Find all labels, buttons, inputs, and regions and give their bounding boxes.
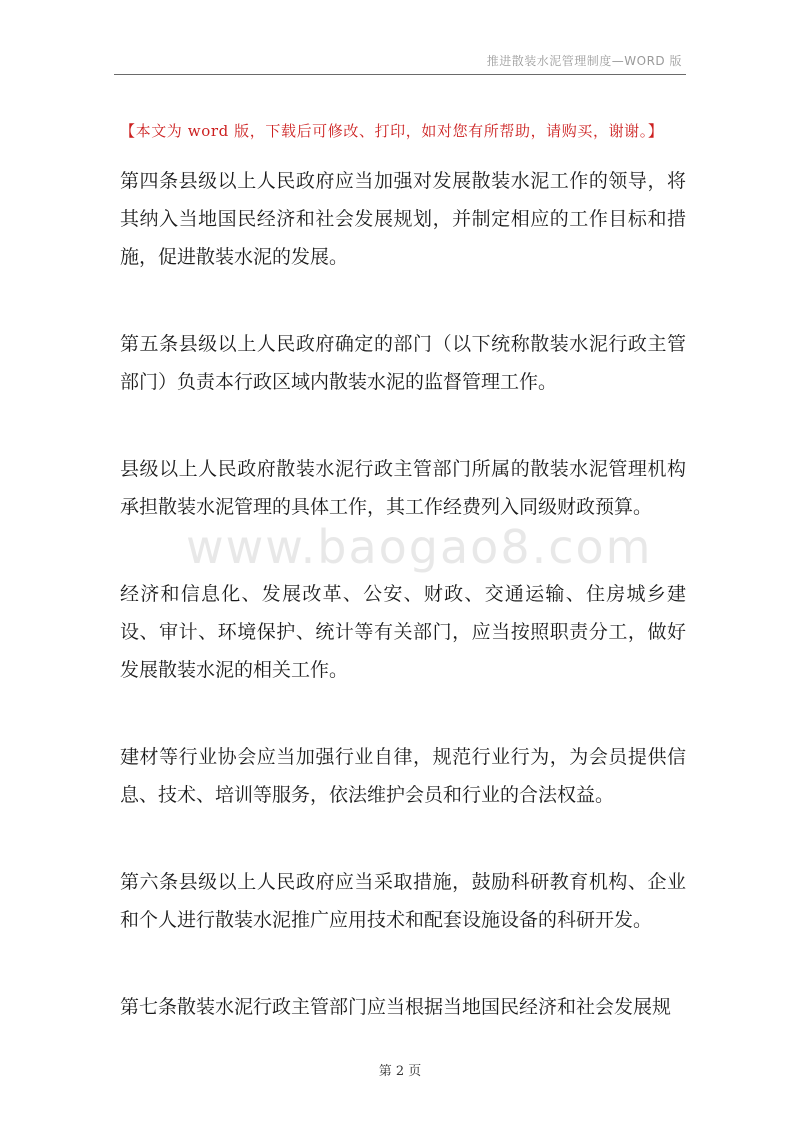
purchase-notice: 【本文为 word 版，下载后可修改、打印，如对您有所帮助，请购买，谢谢。】 bbox=[120, 122, 664, 140]
header-divider bbox=[114, 74, 686, 75]
watermark: www.baogao8.com bbox=[186, 520, 653, 574]
paragraph-management-agency: 县级以上人民政府散装水泥行政主管部门所属的散装水泥管理机构承担散装水泥管理的具体工作，其工作经费列入同级财政预算。 bbox=[120, 458, 686, 518]
document-body bbox=[120, 162, 686, 1075]
header-title: 推进散装水泥管理制度—WORD 版 bbox=[486, 54, 682, 68]
paragraph-article-6: 第六条县级以上人民政府应当采取措施，鼓励科研教育机构、企业和个人进行散装水泥推广应用技术和配套设施设备的科研开发。 bbox=[120, 871, 686, 931]
page-number: 第 2 页 bbox=[378, 1064, 422, 1079]
paragraph-departments: 经济和信息化、发展改革、公安、财政、交通运输、住房城乡建设、审计、环境保护、统计等有关部门，应当按照职责分工，做好发展散装水泥的相关工作。 bbox=[120, 583, 686, 681]
paragraph-article-7: 第七条散装水泥行政主管部门应当根据当地国民经济和社会发展规 bbox=[120, 996, 672, 1018]
paragraph-article-5: 第五条县级以上人民政府确定的部门（以下统称散装水泥行政主管部门）负责本行政区域内散装水泥的监督管理工作。 bbox=[120, 333, 686, 393]
paragraph-article-4: 第四条县级以上人民政府应当加强对发展散装水泥工作的领导，将其纳入当地国民经济和社会发展规划，并制定相应的工作目标和措施，促进散装水泥的发展。 bbox=[120, 170, 686, 268]
paragraph-industry-association: 建材等行业协会应当加强行业自律，规范行业行为，为会员提供信息、技术、培训等服务，依法维护会员和行业的合法权益。 bbox=[120, 746, 686, 806]
